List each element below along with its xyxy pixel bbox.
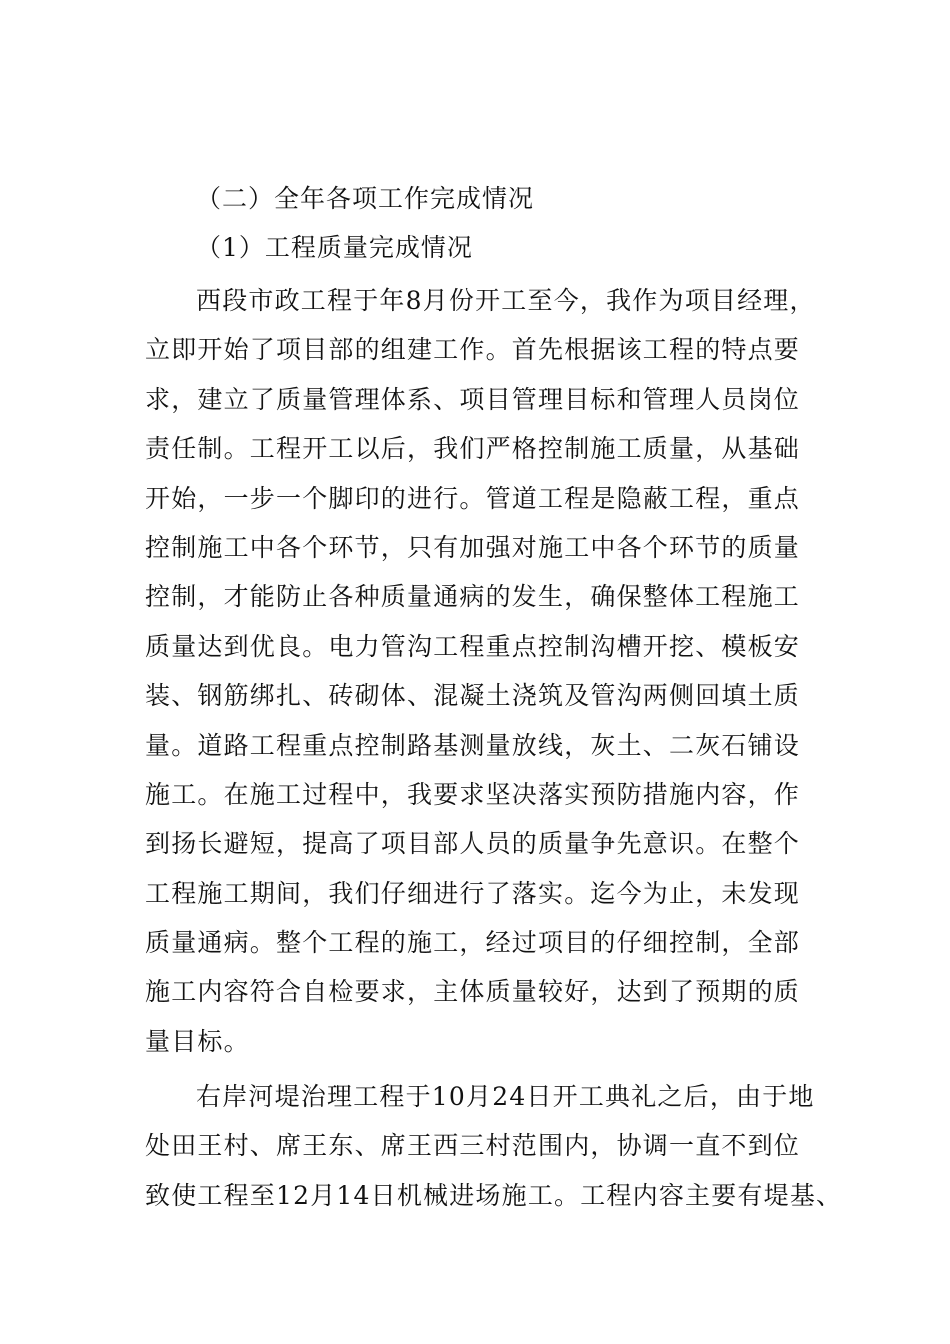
text-line: 控制，才能防止各种质量通病的发生，确保整体工程施工 [145,582,801,612]
text-line: 施工内容符合自检要求，主体质量较好，达到了预期的质 [145,977,801,1007]
text-line: 立即开始了项目部的组建工作。首先根据该工程的特点要 [145,335,801,365]
text-line: 装、钢筋绑扎、砖砌体、混凝土浇筑及管沟两侧回填土质 [145,681,801,711]
text-line: 西段市政工程于年8月份开工至今，我作为项目经理， [196,286,816,315]
text-line: 责任制。工程开工以后，我们严格控制施工质量，从基础 [145,434,801,464]
subsection-heading: （1）工程质量完成情况 [196,233,473,262]
text-line: 处田王村、席王东、席王西三村范围内，协调一直不到位 [145,1131,801,1161]
text-line: 致使工程至12月14日机械进场施工。工程内容主要有堤基、 [145,1180,843,1210]
text-line: 质量达到优良。电力管沟工程重点控制沟槽开挖、模板安 [145,631,801,661]
paragraph-river-embankment [145,1072,843,1220]
text-line: 量目标。 [145,1026,250,1056]
text-line: 右岸河堤治理工程于10月24日开工典礼之后，由于地 [196,1082,815,1111]
text-line: 质量通病。整个工程的施工，经过项目的仔细控制，全部 [145,928,801,958]
paragraph-quality [145,276,835,1066]
text-line: 求，建立了质量管理体系、项目管理目标和管理人员岗位 [145,384,801,414]
text-line: 到扬长避短，提高了项目部人员的质量争先意识。在整个 [145,829,801,859]
text-line: 开始，一步一个脚印的进行。管道工程是隐蔽工程，重点 [145,483,801,513]
text-line: 工程施工期间，我们仔细进行了落实。迄今为止，未发现 [145,878,801,908]
section-heading: （二）全年各项工作完成情况 [196,184,535,213]
text-line: 控制施工中各个环节，只有加强对施工中各个环节的质量 [145,532,801,562]
text-line: 量。道路工程重点控制路基测量放线，灰土、二灰石铺设 [145,730,801,760]
text-line: 施工。在施工过程中，我要求坚决落实预防措施内容，作 [145,779,801,809]
